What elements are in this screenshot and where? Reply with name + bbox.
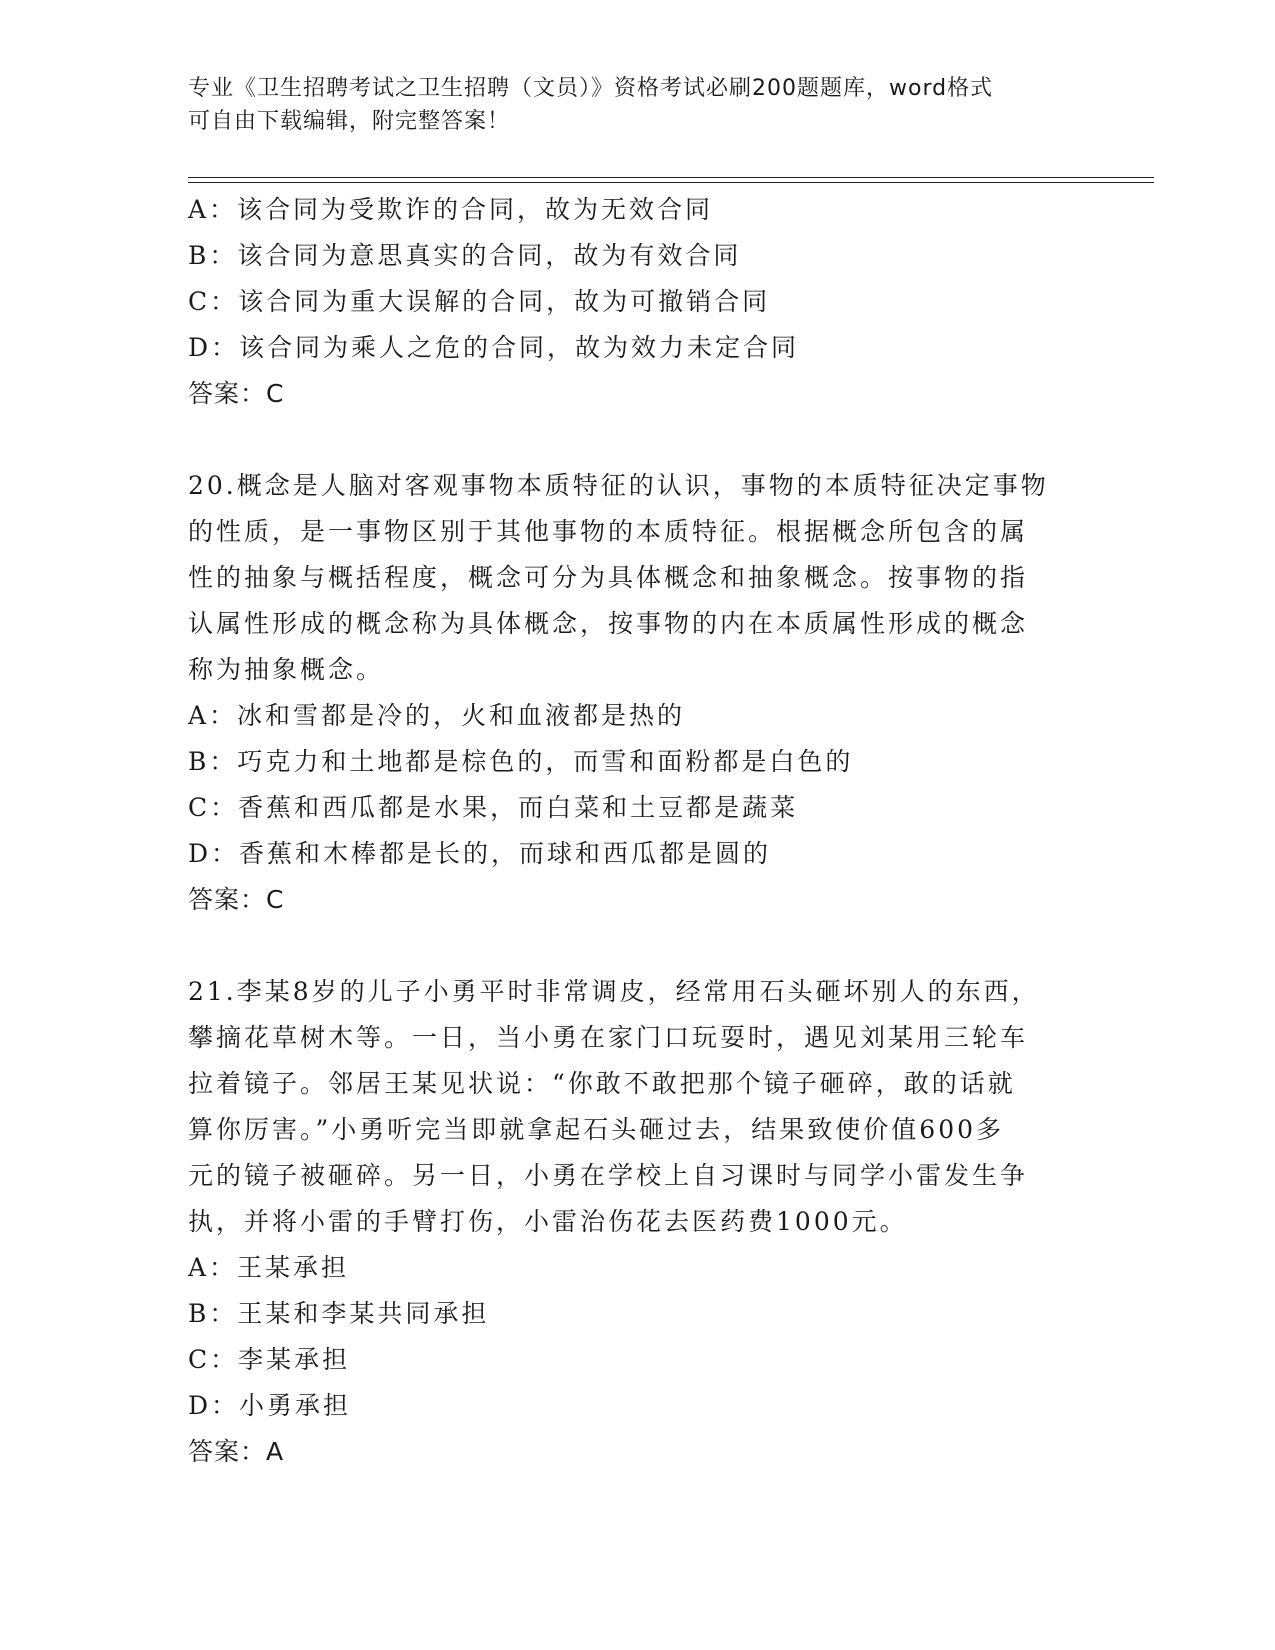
answer-label: 答案：C: [188, 379, 285, 408]
option-b: B：巧克力和土地都是棕色的，而雪和面粉都是白色的: [188, 747, 854, 776]
question-stem-line: 执，并将小雷的手臂打伤，小雷治伤花去医药费1000元。: [188, 1207, 908, 1236]
question-spacer: [188, 923, 1088, 969]
question-19: [188, 187, 1088, 417]
question-stem-line: 认属性形成的概念称为具体概念，按事物的内在本质属性形成的概念: [188, 609, 1029, 638]
question-stem-line: 算你厉害。”小勇听完当即就拿起石头砸过去，结果致使价值600多: [188, 1115, 1005, 1144]
question-stem-line: 20.概念是人脑对客观事物本质特征的认识，事物的本质特征决定事物: [188, 471, 1049, 500]
question-stem-line: 拉着镜子。邻居王某见状说：“你敢不敢把那个镜子砸碎，敢的话就: [188, 1069, 1016, 1098]
header-line-1: 专业《卫生招聘考试之卫生招聘（文员）》资格考试必刷200题题库，word格式: [188, 76, 994, 101]
option-d: D：小勇承担: [188, 1391, 352, 1420]
question-stem-line: 21.李某8岁的儿子小勇平时非常调皮，经常用石头砸坏别人的东西，: [188, 977, 1040, 1006]
answer-label: 答案：A: [188, 1437, 285, 1466]
document-body: [188, 187, 1088, 1475]
option-a: A：冰和雪都是冷的，火和血液都是热的: [188, 701, 686, 730]
option-d: D：该合同为乘人之危的合同，故为效力未定合同: [188, 333, 800, 362]
question-stem-line: 攀摘花草树木等。一日，当小勇在家门口玩耍时，遇见刘某用三轮车: [188, 1023, 1029, 1052]
header-divider-top: [188, 177, 1154, 178]
question-20: [188, 463, 1088, 923]
header-divider-bottom: [188, 182, 1154, 183]
answer-label: 答案：C: [188, 885, 285, 914]
document-header: [188, 72, 1068, 138]
question-stem-line: 称为抽象概念。: [188, 655, 385, 684]
header-line-2: 可自由下载编辑，附完整答案！: [188, 109, 511, 134]
option-c: C：香蕉和西瓜都是水果，而白菜和土豆都是蔬菜: [188, 793, 799, 822]
option-c: C：李某承担: [188, 1345, 351, 1374]
question-stem-line: 元的镜子被砸碎。另一日，小勇在学校上自习课时与同学小雷发生争: [188, 1161, 1029, 1190]
option-d: D：香蕉和木棒都是长的，而球和西瓜都是圆的: [188, 839, 772, 868]
option-b: B：王某和李某共同承担: [188, 1299, 490, 1328]
option-b: B：该合同为意思真实的合同，故为有效合同: [188, 241, 742, 270]
question-21: [188, 969, 1088, 1475]
question-spacer: [188, 417, 1088, 463]
option-a: A：王某承担: [188, 1253, 350, 1282]
option-a: A：该合同为受欺诈的合同，故为无效合同: [188, 195, 714, 224]
question-stem-line: 性的抽象与概括程度，概念可分为具体概念和抽象概念。按事物的指: [188, 563, 1029, 592]
option-c: C：该合同为重大误解的合同，故为可撤销合同: [188, 287, 771, 316]
question-stem-line: 的性质，是一事物区别于其他事物的本质特征。根据概念所包含的属: [188, 517, 1029, 546]
